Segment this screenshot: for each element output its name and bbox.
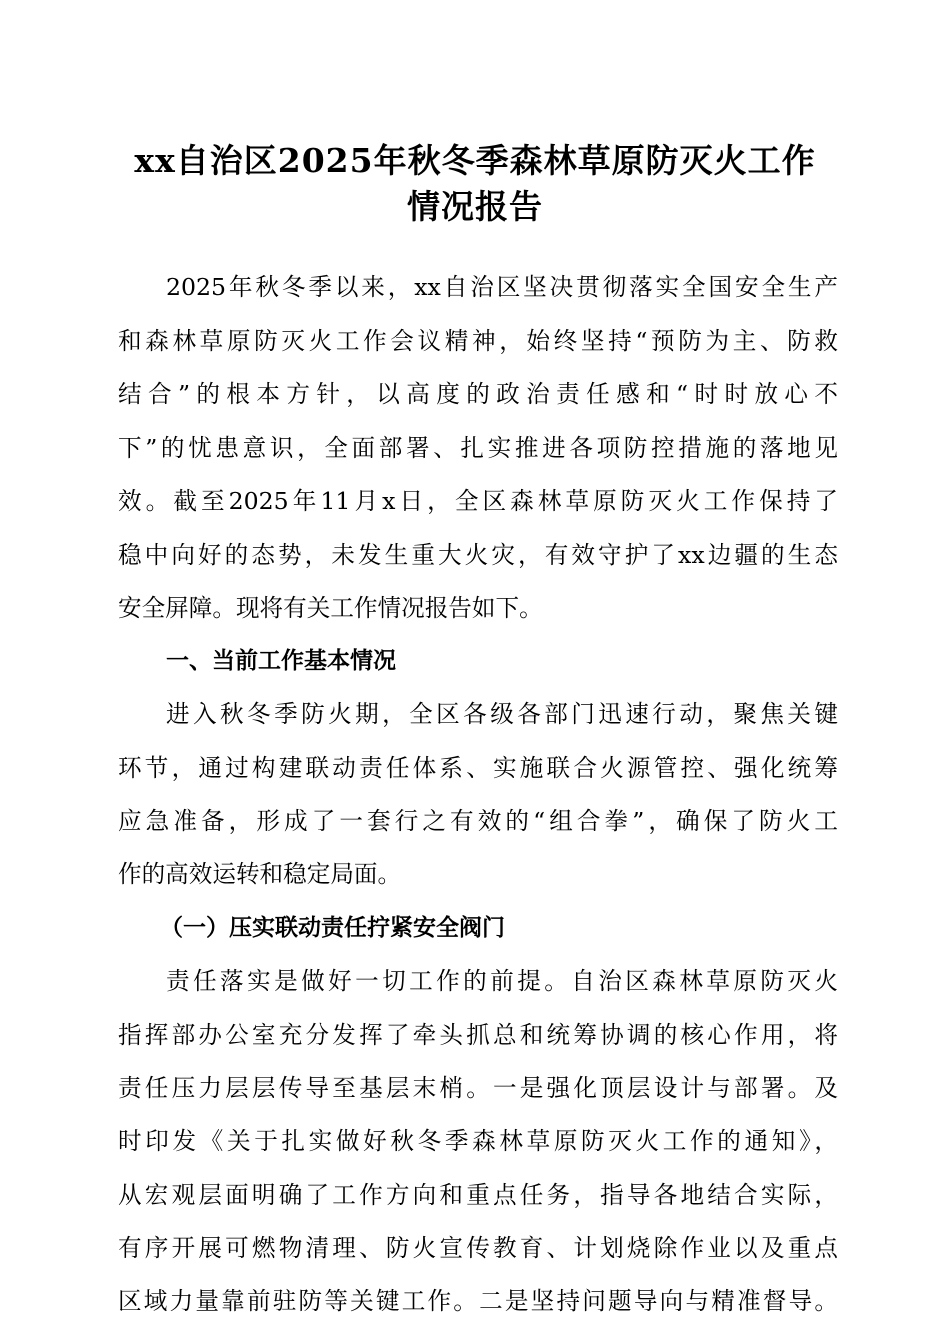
subsection1-line-1: 责任落实是做好一切工作的前提。自治区森林草原防灭火 [166, 967, 838, 995]
section-heading-1: 一、当前工作基本情况 [166, 648, 396, 674]
intro-line-1: 2025年秋冬季以来，xx自治区坚决贯彻落实全国安全生产 [166, 273, 838, 301]
subsection1-line-4: 时印发《关于扎实做好秋冬季森林草原防灭火工作的通知》， [118, 1127, 838, 1155]
subsection1-line-3: 责任压力层层传导至基层末梢。一是强化顶层设计与部署。及 [118, 1074, 838, 1102]
subsection-heading-1: （一）压实联动责任拧紧安全阀门 [160, 914, 505, 941]
intro-line-5: 效。截至2025年11月x日，全区森林草原防灭火工作保持了 [118, 487, 838, 515]
subsection1-line-7: 区域力量靠前驻防等关键工作。二是坚持问题导向与精准督导。 [118, 1287, 838, 1315]
intro-line-7: 安全屏障。现将有关工作情况报告如下。 [118, 594, 543, 622]
intro-line-6: 稳中向好的态势，未发生重大火灾，有效守护了xx边疆的生态 [118, 541, 838, 569]
intro-line-3: 结合”的根本方针，以高度的政治责任感和“时时放心不 [118, 380, 838, 408]
title-line-1: xx自治区2025年秋冬季森林草原防灭火工作 [134, 141, 816, 180]
section1-line-3: 应急准备，形成了一套行之有效的“组合拳”，确保了防火工 [118, 807, 838, 835]
intro-line-2: 和森林草原防灭火工作会议精神，始终坚持“预防为主、防救 [118, 327, 838, 355]
section1-line-2: 环节，通过构建联动责任体系、实施联合火源管控、强化统筹 [118, 754, 838, 782]
title-line-2: 情况报告 [407, 187, 543, 226]
section1-line-4: 作的高效运转和稳定局面。 [118, 860, 402, 888]
section1-line-1: 进入秋冬季防火期，全区各级各部门迅速行动，聚焦关键 [166, 700, 838, 728]
intro-line-4: 下”的忧患意识，全面部署、扎实推进各项防控措施的落地见 [118, 434, 838, 462]
subsection1-line-6: 有序开展可燃物清理、防火宣传教育、计划烧除作业以及重点 [118, 1234, 838, 1262]
document-title [90, 138, 860, 230]
subsection1-line-5: 从宏观层面明确了工作方向和重点任务，指导各地结合实际， [118, 1181, 838, 1209]
subsection1-line-2: 指挥部办公室充分发挥了牵头抓总和统筹协调的核心作用，将 [118, 1021, 838, 1049]
